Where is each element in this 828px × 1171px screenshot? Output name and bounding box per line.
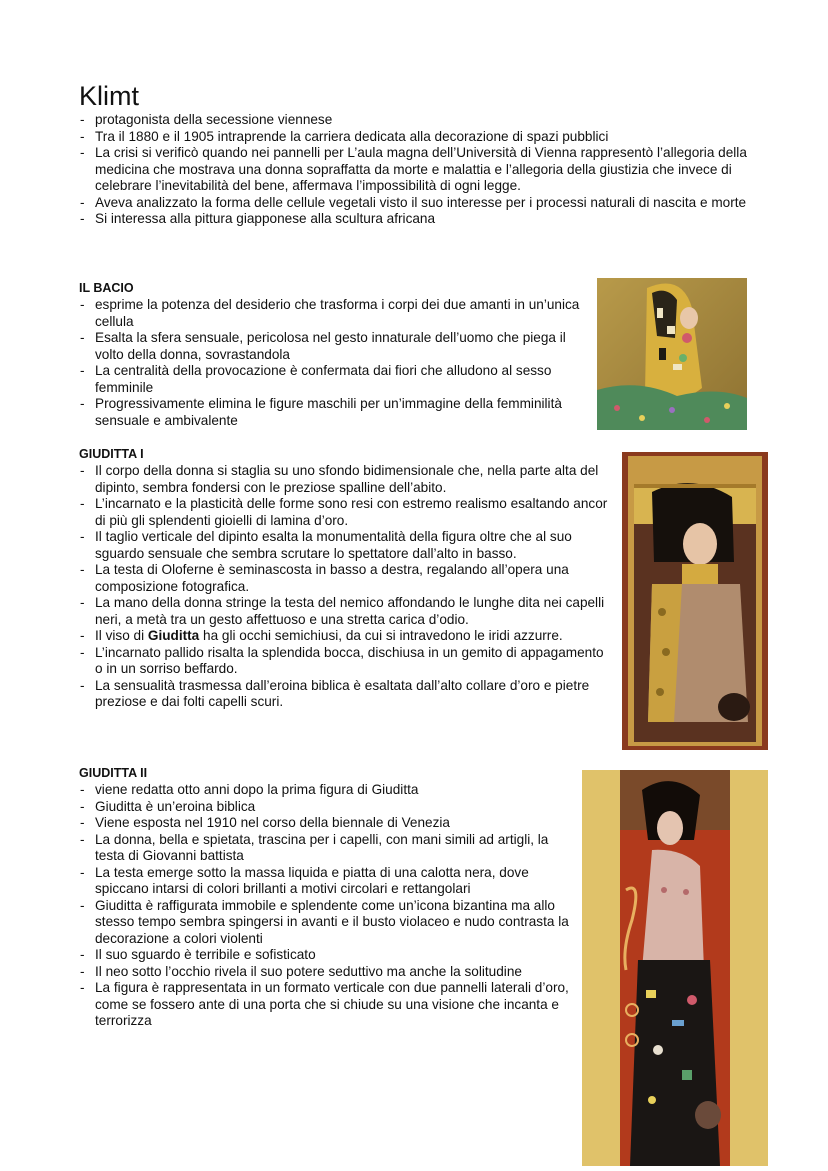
page-title: Klimt xyxy=(79,81,139,111)
list-item: - Il viso di Giuditta ha gli occhi semichiusi, da cui si intravedono le iridi azzurre. xyxy=(79,628,614,645)
bacio-painting xyxy=(597,278,747,430)
giuditta1-section xyxy=(79,446,614,711)
giuditta2-section xyxy=(79,765,579,1030)
giuditta1-list xyxy=(79,463,614,711)
bacio-list xyxy=(79,297,584,429)
list-item: - Il neo sotto l’occhio rivela il suo potere seduttivo ma anche la solitudine xyxy=(79,964,579,981)
intro-section xyxy=(79,112,749,228)
list-item: - L’incarnato pallido risalta la splendida bocca, dischiusa in un gemito di appagamento o in un sorriso beffardo. xyxy=(79,645,614,678)
list-item: - Si interessa alla pittura giapponese alla scultura africana xyxy=(79,211,749,228)
giuditta2-image xyxy=(582,770,768,1166)
list-item: - La crisi si verificò quando nei pannelli per L’aula magna dell’Università di Vienna rappresentò l’allegoria della medicina che mostrava una donna sopraffatta da morte e malattia e l’allegoria della giustizia che invece di celebrare l’inevitabilità del bene, affermava l’impossibilità di ogni legge. xyxy=(79,145,749,195)
giuditta2-list xyxy=(79,782,579,1030)
giuditta1-heading: GIUDITTA I xyxy=(79,447,144,461)
list-item: - La mano della donna stringe la testa del nemico affondando le lunghe dita nei capelli neri, a metà tra un gesto affettuoso e una stretta carica d’odio. xyxy=(79,595,614,628)
intro-list xyxy=(79,112,749,228)
list-item: - La centralità della provocazione è confermata dai fiori che alludono al sesso femminile xyxy=(79,363,584,396)
list-item: - Il suo sguardo è terribile e sofisticato xyxy=(79,947,579,964)
list-item: - Il corpo della donna si staglia su uno sfondo bidimensionale che, nella parte alta del dipinto, sembra fondersi con le preziose spalline dell’abito. xyxy=(79,463,614,496)
list-item: - Aveva analizzato la forma delle cellule vegetali visto il suo interesse per i processi naturali di nascita e morte xyxy=(79,195,749,212)
list-item: - Tra il 1880 e il 1905 intraprende la carriera dedicata alla decorazione di spazi pubblici xyxy=(79,129,749,146)
list-item: - L’incarnato e la plasticità delle forme sono resi con estremo realismo esaltando ancor di più gli splendenti gioielli di lamina d’oro. xyxy=(79,496,614,529)
giuditta2-painting xyxy=(582,770,768,1166)
list-item: - La donna, bella e spietata, trascina per i capelli, con mani simili ad artigli, la testa di Giovanni battista xyxy=(79,832,579,865)
list-item: - Giuditta è raffigurata immobile e splendente come un’icona bizantina ma allo stesso tempo sembra spingersi in avanti e il busto violaceo e nudo contrasta la decorazione a colori violenti xyxy=(79,898,579,948)
giuditta1-painting xyxy=(622,452,768,750)
list-item: - Progressivamente elimina le figure maschili per un’immagine della femminilità sensuale e ambivalente xyxy=(79,396,584,429)
list-item: - Viene esposta nel 1910 nel corso della biennale di Venezia xyxy=(79,815,579,832)
list-item: - esprime la potenza del desiderio che trasforma i corpi dei due amanti in un’unica cellula xyxy=(79,297,584,330)
giuditta2-heading: GIUDITTA II xyxy=(79,766,148,780)
list-item: - La figura è rappresentata in un formato verticale con due pannelli laterali d’oro, come se fossero ante di una porta che si chiude su una visione che incanta e terrorizza xyxy=(79,980,579,1030)
giuditta1-image xyxy=(622,452,768,750)
list-item: - Esalta la sfera sensuale, pericolosa nel gesto innaturale dell’uomo che piega il volto della donna, sovrastandola xyxy=(79,330,584,363)
bacio-image xyxy=(597,278,747,430)
bacio-heading: IL BACIO xyxy=(79,281,134,295)
list-item: - La sensualità trasmessa dall’eroina biblica è esaltata dall’alto collare d’oro e pietre preziose e dai folti capelli scuri. xyxy=(79,678,614,711)
list-item: - viene redatta otto anni dopo la prima figura di Giuditta xyxy=(79,782,579,799)
bacio-section xyxy=(79,280,584,429)
giuditta-bold: Giuditta xyxy=(147,628,200,643)
list-item: - La testa di Oloferne è seminascosta in basso a destra, regalando all’opera una composizione fotografica. xyxy=(79,562,614,595)
list-item: - protagonista della secessione viennese xyxy=(79,112,749,129)
list-item: - Il taglio verticale del dipinto esalta la monumentalità della figura oltre che al suo sguardo sensuale che sembra scrutare lo spettatore dall’alto in basso. xyxy=(79,529,614,562)
list-item: - Giuditta è un’eroina biblica xyxy=(79,799,579,816)
list-item: - La testa emerge sotto la massa liquida e piatta di una calotta nera, dove spiccano intarsi di colori brillanti a motivi circolari e rettangolari xyxy=(79,865,579,898)
